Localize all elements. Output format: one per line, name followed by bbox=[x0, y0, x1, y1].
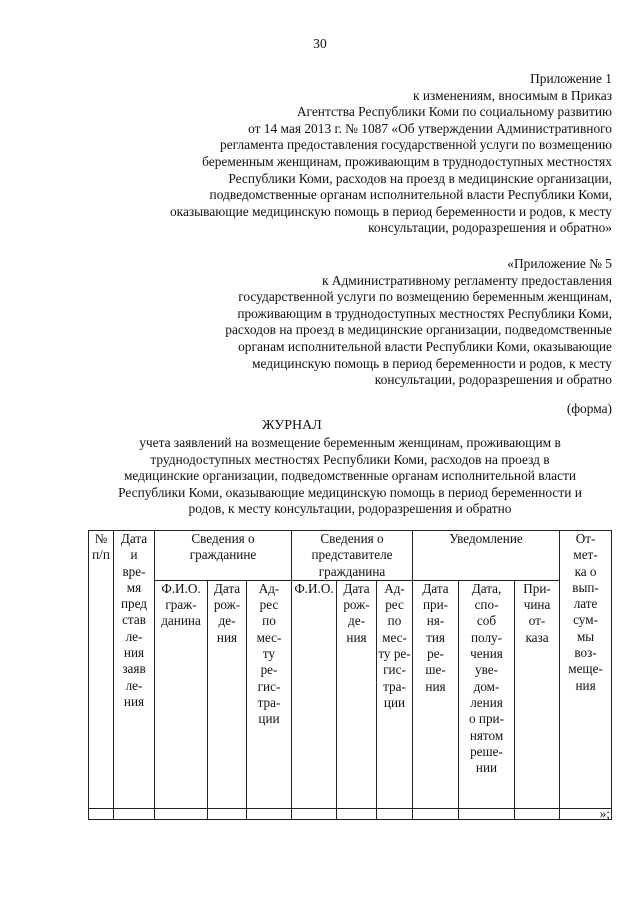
header-citizen-birthdate bbox=[208, 580, 247, 808]
appendix-1-header bbox=[92, 71, 612, 237]
cell-text-line: рож- bbox=[343, 597, 370, 613]
cell-text-line: ре- bbox=[260, 662, 278, 678]
cell-text-line: соб bbox=[476, 613, 497, 629]
text-line: Приложение 1 bbox=[530, 71, 612, 86]
cell-text-line: и bbox=[130, 547, 138, 563]
cell-text-line: мес- bbox=[382, 629, 407, 645]
cell-text-line: гис- bbox=[257, 678, 281, 694]
header-number bbox=[89, 531, 114, 809]
text-line: учета заявлений на возмещение беременным женщинам, проживающим в bbox=[139, 435, 561, 450]
cell-text-line: рес bbox=[259, 597, 279, 613]
cell-text-line: меще- bbox=[568, 661, 603, 677]
cell-text-line: Сведения о bbox=[191, 531, 255, 546]
cell-text-line: представителе bbox=[311, 547, 393, 563]
cell-text-line: гражданина bbox=[318, 563, 386, 579]
header-decision-date bbox=[413, 580, 459, 808]
cell-text-line: сум- bbox=[573, 612, 598, 628]
cell-text-line: Ф.И.О. bbox=[161, 580, 201, 596]
text-line: оказывающие медицинскую помощь в период беременности и родов, к месту bbox=[169, 203, 612, 219]
cell-text-line: дом- bbox=[473, 678, 500, 694]
text-line: проживающим в труднодоступных местностях Республики Коми, bbox=[237, 305, 612, 321]
cell-text-line: де- bbox=[218, 613, 236, 629]
cell-text-line: от- bbox=[528, 613, 546, 629]
cell-text-line: уве- bbox=[475, 662, 499, 678]
cell-text-line: Дата bbox=[120, 531, 148, 546]
cell-text-line: воз- bbox=[574, 645, 597, 661]
cell-text-line: гражданине bbox=[189, 547, 257, 563]
cell-text-line: ции bbox=[383, 694, 406, 710]
cell-text-line: де- bbox=[348, 613, 365, 629]
cell-text-line: данина bbox=[161, 613, 201, 629]
text-line: труднодоступных местностях Республики Коми, расходов на проезд в bbox=[150, 451, 550, 467]
text-line: от 14 мая 2013 г. № 1087 «Об утверждении Административного bbox=[248, 120, 612, 136]
cell-text-line: чения bbox=[470, 646, 503, 662]
cell-text-line: тра- bbox=[383, 678, 406, 694]
header-citizen-fio bbox=[155, 580, 208, 808]
header-payment-mark bbox=[560, 531, 612, 809]
text-line: Агентства Республики Коми по социальному развитию bbox=[296, 104, 612, 120]
cell-text-line: От- bbox=[575, 531, 596, 546]
cell-text-line: ту ре- bbox=[378, 646, 411, 662]
cell-text-line: ния bbox=[123, 645, 145, 661]
cell-text-line: ше- bbox=[425, 662, 446, 678]
cell-text-line: спо- bbox=[474, 597, 499, 613]
cell-text-line: ре- bbox=[427, 646, 444, 662]
cell-text-line: каза bbox=[525, 629, 549, 645]
cell-text-line: Ад- bbox=[384, 580, 405, 596]
text-line: медицинские организации, подведомственные органам исполнительной власти bbox=[123, 468, 577, 484]
cell-text-line: ле- bbox=[125, 677, 143, 693]
cell-text-line: став bbox=[122, 612, 146, 628]
header-citizen-address bbox=[247, 580, 292, 808]
cell-text-line: мет- bbox=[573, 547, 598, 563]
text-line: консультации, родоразрешения и обратно» bbox=[368, 220, 612, 236]
cell-text-line: мес- bbox=[256, 629, 282, 645]
cell-text-line: чина bbox=[523, 597, 551, 613]
table-row bbox=[89, 808, 612, 819]
cell-text-line: Уведомление bbox=[449, 531, 523, 546]
cell-text-line: вып- bbox=[572, 579, 599, 595]
text-line: беременным женщинам, проживающим в труднодоступных местностях bbox=[202, 153, 612, 169]
cell-text-line: Дата bbox=[422, 580, 449, 596]
cell-text-line: заяв bbox=[122, 661, 146, 677]
text-line: подведомственные органам исполнительной власти Республики Коми, bbox=[209, 187, 612, 203]
cell-text-line: тра- bbox=[257, 694, 281, 710]
cell-text-line: ния bbox=[575, 677, 596, 693]
cell-text-line: Дата bbox=[343, 580, 370, 596]
cell-text-line: нии bbox=[475, 760, 498, 776]
cell-text-line: по bbox=[387, 613, 402, 629]
cell-text-line: при- bbox=[422, 597, 449, 613]
cell-text-line: ня- bbox=[426, 613, 445, 629]
header-rep-birthdate bbox=[337, 580, 377, 808]
cell-text-line: ции bbox=[258, 711, 280, 727]
cell-text-line: тия bbox=[426, 629, 445, 645]
page-number: 30 bbox=[313, 36, 327, 51]
form-label: (форма) bbox=[566, 401, 612, 416]
cell-text-line: мя bbox=[126, 579, 142, 595]
text-line: медицинскую помощь в период беременности и родов, к месту bbox=[252, 355, 612, 371]
cell-text-line: реше- bbox=[470, 743, 503, 759]
cell-text-line: При- bbox=[523, 580, 551, 596]
cell-text-line: граж- bbox=[165, 597, 197, 613]
cell-text-line: полу- bbox=[470, 629, 503, 645]
cell-text-line: гис- bbox=[383, 662, 406, 678]
text-line: консультации, родоразрешения и обратно bbox=[374, 372, 612, 388]
cell-text-line: Дата bbox=[213, 580, 241, 596]
cell-text-line: ния bbox=[346, 629, 367, 645]
cell-text-line: Дата, bbox=[471, 580, 502, 596]
header-rep-fio bbox=[292, 580, 337, 808]
closing-quote: »; bbox=[599, 806, 610, 821]
cell-text-line: Ф.И.О. bbox=[294, 580, 334, 596]
cell-text-line: нятом bbox=[469, 727, 504, 743]
text-line: органам исполнительной власти Республики Коми, оказывающие bbox=[238, 338, 612, 354]
text-line: расходов на проезд в медицинские организации, подведомственные bbox=[225, 322, 612, 338]
cell-text-line: вре- bbox=[122, 563, 146, 579]
cell-text-line: № bbox=[94, 531, 108, 546]
header-application-date bbox=[114, 531, 155, 809]
cell-text-line: ле- bbox=[125, 628, 143, 644]
cell-text-line: рож- bbox=[213, 597, 241, 613]
cell-text-line: мы bbox=[576, 628, 595, 644]
text-line: государственной услуги по возмещению беременным женщинам, bbox=[238, 289, 612, 305]
header-refusal-reason bbox=[515, 580, 560, 808]
text-line: к изменениям, вносимым в Приказ bbox=[413, 87, 612, 103]
header-representative-info bbox=[292, 531, 413, 581]
cell-text-line: лате bbox=[573, 596, 598, 612]
text-line: «Приложение № 5 bbox=[507, 256, 612, 271]
cell-text-line: ления bbox=[470, 694, 503, 710]
text-line: Республики Коми, расходов на проезд в медицинские организации, bbox=[228, 170, 612, 186]
journal-description bbox=[80, 435, 620, 518]
header-notice-method bbox=[459, 580, 515, 808]
appendix-5-header bbox=[132, 256, 612, 389]
cell-text-line: ния bbox=[425, 678, 446, 694]
cell-text-line: ния bbox=[123, 693, 145, 709]
text-line: регламента предоставления государственной услуги по возмещению bbox=[220, 137, 612, 153]
cell-text-line: пред bbox=[120, 596, 148, 612]
header-citizen-info bbox=[155, 531, 292, 581]
cell-text-line: Сведения о bbox=[320, 531, 384, 546]
text-line: к Административному регламенту предоставления bbox=[321, 272, 612, 288]
cell-text-line: по bbox=[262, 613, 276, 629]
text-line: родов, к месту консультации, родоразрешения и обратно bbox=[188, 501, 512, 517]
cell-text-line: ка о bbox=[574, 563, 597, 579]
cell-text-line: Ад- bbox=[258, 580, 280, 596]
cell-text-line: п/п bbox=[92, 547, 110, 563]
cell-text-line: о при- bbox=[469, 711, 505, 727]
journal-table bbox=[88, 530, 612, 820]
text-line: Республики Коми, оказывающие медицинскую помощь в период беременности и bbox=[118, 484, 582, 500]
journal-title: ЖУРНАЛ bbox=[262, 418, 322, 433]
cell-text-line: ту bbox=[262, 646, 276, 662]
header-notification bbox=[413, 531, 560, 581]
header-rep-address bbox=[377, 580, 413, 808]
cell-text-line: рес bbox=[385, 597, 404, 613]
cell-text-line: ния bbox=[216, 629, 238, 645]
